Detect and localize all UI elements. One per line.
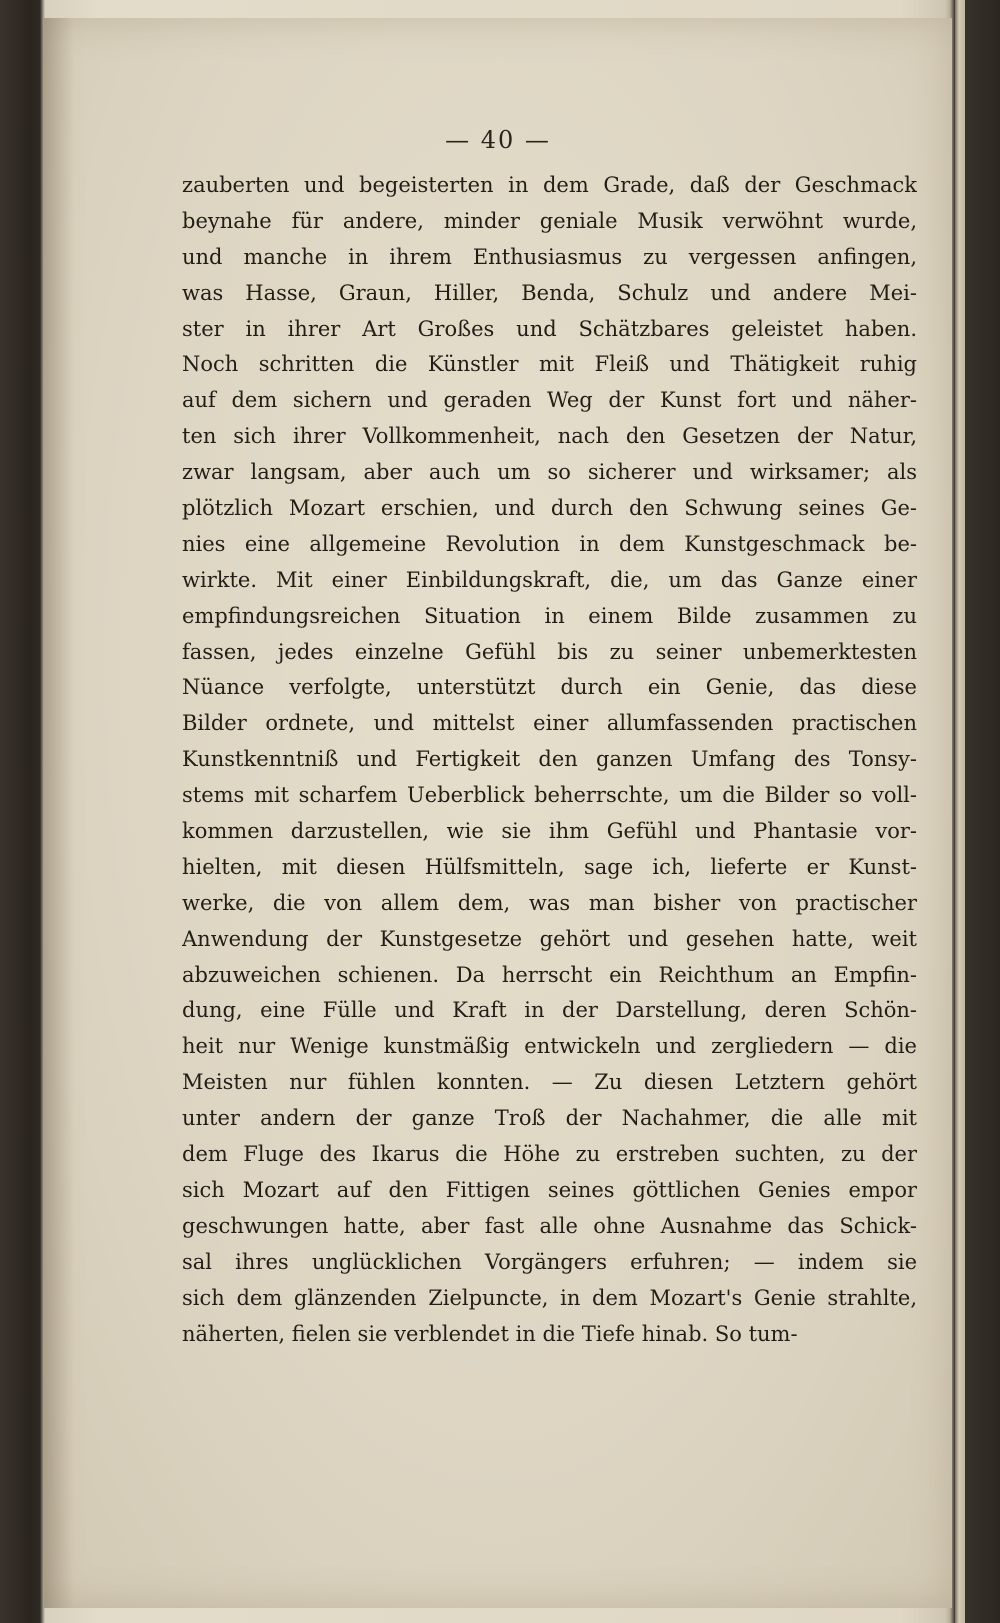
text-line: auf dem sichern und geraden Weg der Kunst fort und näher- — [182, 388, 917, 413]
text-line: geschwungen hatte, aber fast alle ohne Ausnahme das Schick- — [182, 1213, 917, 1238]
text-line: dung, eine Fülle und Kraft in der Darstellung, deren Schön- — [182, 998, 917, 1023]
text-line: nies eine allgemeine Revolution in dem Kunstgeschmack be- — [182, 531, 917, 556]
text-line: Nüance verfolgte, unterstützt durch ein Genie, das diese — [182, 675, 917, 700]
text-line: sich dem glänzenden Zielpuncte, in dem Mozart's Genie strahlte, — [182, 1285, 917, 1310]
text-line: fassen, jedes einzelne Gefühl bis zu seiner unbemerktesten — [182, 639, 917, 664]
text-line: ten sich ihrer Vollkommenheit, nach den Gesetzen der Natur, — [182, 424, 917, 449]
text-line: dem Fluge des Ikarus die Höhe zu erstreben suchten, zu der — [182, 1142, 917, 1167]
text-line: stems mit scharfem Ueberblick beherrschte, um die Bilder so voll- — [182, 783, 917, 808]
page-number: — 40 — — [445, 126, 551, 154]
text-line: Noch schritten die Künstler mit Fleiß und Thätigkeit ruhig — [182, 352, 917, 377]
text-line: was Hasse, Graun, Hiller, Benda, Schulz und andere Mei- — [182, 280, 917, 305]
text-line: sich Mozart auf den Fittigen seines göttlichen Genies empor — [182, 1177, 917, 1202]
text-line: Meisten nur fühlen konnten. — Zu diesen Letztern gehört — [182, 1070, 917, 1095]
text-line: zwar langsam, aber auch um so sicherer und wirksamer; als — [182, 460, 917, 485]
text-line: abzuweichen schienen. Da herrscht ein Reichthum an Empfin- — [182, 962, 917, 987]
text-line: sal ihres unglücklichen Vorgängers erfuhren; — indem sie — [182, 1249, 917, 1274]
text-line: unter andern der ganze Troß der Nachahmer, die alle mit — [182, 1106, 917, 1131]
text-line: und manche in ihrem Enthusiasmus zu vergessen anfingen, — [182, 244, 917, 269]
text-line: Bilder ordnete, und mittelst einer allumfassenden practischen — [182, 711, 917, 736]
text-line: ster in ihrer Art Großes und Schätzbares geleistet haben. — [182, 316, 917, 341]
gutter-shadow — [44, 18, 74, 1608]
text-line: näherten, fielen sie verblendet in die Tiefe hinab. So tum- — [182, 1321, 798, 1346]
book-page — [44, 18, 952, 1608]
text-line: beynahe für andere, minder geniale Musik verwöhnt wurde, — [182, 208, 917, 233]
text-line: zauberten und begeisterten in dem Grade, daß der Geschmack — [182, 173, 917, 197]
body-text — [182, 168, 917, 1352]
text-line: kommen darzustellen, wie sie ihm Gefühl und Phantasie vor- — [182, 819, 917, 844]
book-edge — [955, 0, 965, 1623]
text-line: Anwendung der Kunstgesetze gehört und gesehen hatte, weit — [182, 926, 917, 951]
text-line: plötzlich Mozart erschien, und durch den Schwung seines Ge- — [182, 496, 917, 521]
text-line: hielten, mit diesen Hülfsmitteln, sage ich, lieferte er Kunst- — [182, 854, 917, 879]
text-line: Kunstkenntniß und Fertigkeit den ganzen Umfang des Tonsy- — [182, 747, 917, 772]
text-line: werke, die von allem dem, was man bisher von practischer — [182, 890, 917, 915]
text-line: wirkte. Mit einer Einbildungskraft, die, um das Ganze einer — [182, 567, 917, 592]
text-line: empfindungsreichen Situation in einem Bilde zusammen zu — [182, 603, 917, 628]
text-line: heit nur Wenige kunstmäßig entwickeln und zergliedern — die — [182, 1034, 917, 1059]
